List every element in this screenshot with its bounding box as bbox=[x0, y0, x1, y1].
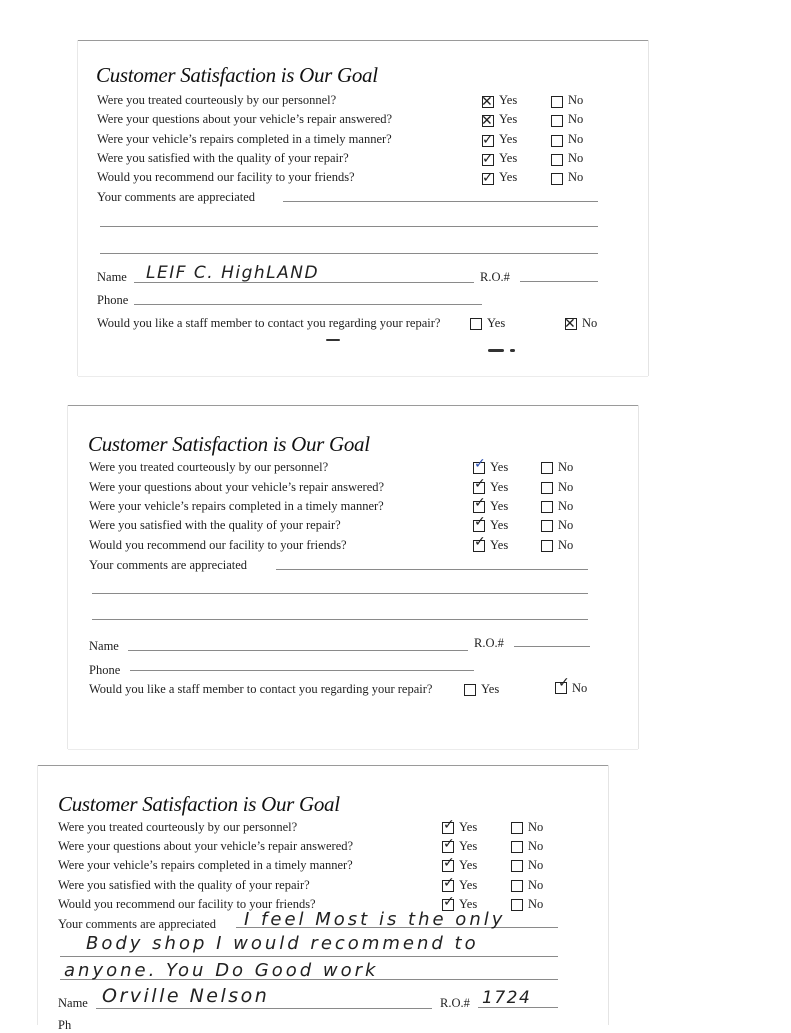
comments-line[interactable] bbox=[283, 201, 598, 202]
check-mark-icon: ✓ bbox=[482, 151, 494, 167]
no-label: No bbox=[528, 858, 544, 872]
yes-checkbox[interactable] bbox=[473, 501, 485, 513]
phone-label: Ph bbox=[58, 1018, 72, 1032]
x-mark-icon: ✕ bbox=[564, 316, 576, 332]
no-checkbox[interactable] bbox=[511, 860, 523, 872]
scan-speck bbox=[488, 349, 504, 352]
no-checkbox[interactable] bbox=[511, 899, 523, 911]
contact-question: Would you like a staff member to contact you regarding your repair? bbox=[89, 682, 433, 696]
no-label: No bbox=[568, 132, 584, 146]
phone-label: Phone bbox=[89, 663, 121, 677]
check-mark-icon: ✓ bbox=[474, 534, 486, 550]
phone-line[interactable] bbox=[134, 304, 482, 305]
yes-label: Yes bbox=[490, 460, 509, 474]
comments-line[interactable] bbox=[100, 226, 598, 227]
yes-checkbox[interactable] bbox=[473, 540, 485, 552]
no-checkbox[interactable] bbox=[541, 520, 553, 532]
ro-line[interactable] bbox=[520, 281, 598, 282]
question-courteous: Were you treated courteously by our personnel? bbox=[89, 460, 329, 474]
no-checkbox[interactable] bbox=[511, 822, 523, 834]
survey-card-3 bbox=[38, 765, 608, 1032]
question-timely: Were your vehicle’s repairs completed in a timely manner? bbox=[89, 499, 384, 513]
no-checkbox[interactable] bbox=[551, 135, 563, 147]
check-mark-icon: ✓ bbox=[482, 170, 494, 186]
check-mark-icon: ✓ bbox=[558, 675, 570, 691]
name-label: Name bbox=[97, 270, 127, 284]
check-mark-icon: ✓ bbox=[443, 875, 455, 891]
question-quality: Were you satisfied with the quality of your repair? bbox=[97, 151, 349, 165]
name-label: Name bbox=[89, 639, 119, 653]
yes-checkbox[interactable] bbox=[482, 115, 494, 127]
no-checkbox[interactable] bbox=[541, 540, 553, 552]
no-label: No bbox=[568, 93, 584, 107]
yes-label: Yes bbox=[459, 878, 478, 892]
question-quality: Were you satisfied with the quality of your repair? bbox=[58, 878, 310, 892]
scan-speck bbox=[510, 349, 515, 352]
no-checkbox[interactable] bbox=[541, 501, 553, 513]
handwritten-comment-line-1: I feel Most is the only bbox=[244, 909, 506, 930]
yes-checkbox[interactable] bbox=[442, 822, 454, 834]
yes-checkbox[interactable] bbox=[442, 841, 454, 853]
no-label: No bbox=[558, 538, 574, 552]
scan-speck bbox=[326, 339, 340, 341]
no-checkbox[interactable] bbox=[541, 462, 553, 474]
no-checkbox[interactable] bbox=[551, 96, 563, 108]
yes-label: Yes bbox=[459, 820, 478, 834]
no-label: No bbox=[558, 460, 574, 474]
yes-label: Yes bbox=[499, 170, 518, 184]
contact-yes-checkbox[interactable] bbox=[464, 684, 476, 696]
yes-label: Yes bbox=[459, 858, 478, 872]
yes-label: Yes bbox=[490, 499, 509, 513]
survey-card-1 bbox=[78, 40, 648, 376]
name-label: Name bbox=[58, 996, 88, 1010]
no-checkbox[interactable] bbox=[551, 154, 563, 166]
handwritten-name: Orville Nelson bbox=[102, 985, 270, 1007]
ro-label: R.O.# bbox=[474, 636, 504, 650]
card-title: Customer Satisfaction is Our Goal bbox=[96, 63, 378, 87]
no-label: No bbox=[572, 681, 588, 695]
question-recommend: Would you recommend our facility to your friends? bbox=[97, 170, 355, 184]
phone-line[interactable] bbox=[130, 670, 474, 671]
question-courteous: Were you treated courteously by our personnel? bbox=[58, 820, 298, 834]
yes-label: Yes bbox=[499, 151, 518, 165]
no-checkbox[interactable] bbox=[541, 482, 553, 494]
yes-label: Yes bbox=[481, 682, 500, 696]
comments-line[interactable] bbox=[92, 619, 588, 620]
yes-checkbox[interactable] bbox=[442, 860, 454, 872]
no-label: No bbox=[568, 112, 584, 126]
check-mark-icon: ✓ bbox=[443, 894, 455, 910]
yes-checkbox[interactable] bbox=[473, 520, 485, 532]
check-mark-icon: ✓ bbox=[474, 456, 486, 472]
question-quality: Were you satisfied with the quality of your repair? bbox=[89, 518, 341, 532]
question-timely: Were your vehicle’s repairs completed in a timely manner? bbox=[97, 132, 392, 146]
survey-card-2 bbox=[68, 405, 638, 749]
no-label: No bbox=[528, 878, 544, 892]
check-mark-icon: ✓ bbox=[474, 514, 486, 530]
no-label: No bbox=[528, 839, 544, 853]
check-mark-icon: ✓ bbox=[474, 495, 486, 511]
no-label: No bbox=[558, 518, 574, 532]
no-label: No bbox=[528, 897, 544, 911]
ro-label: R.O.# bbox=[440, 996, 470, 1010]
contact-no-checkbox[interactable] bbox=[555, 682, 567, 694]
card-title: Customer Satisfaction is Our Goal bbox=[58, 792, 340, 816]
yes-checkbox[interactable] bbox=[442, 880, 454, 892]
phone-label: Phone bbox=[97, 293, 129, 307]
handwritten-name: LEIF C. HighLAND bbox=[146, 263, 320, 283]
comments-label: Your comments are appreciated bbox=[58, 917, 217, 931]
no-label: No bbox=[568, 170, 584, 184]
question-courteous: Were you treated courteously by our personnel? bbox=[97, 93, 337, 107]
yes-label: Yes bbox=[490, 518, 509, 532]
contact-question: Would you like a staff member to contact you regarding your repair? bbox=[97, 316, 441, 330]
yes-checkbox[interactable] bbox=[482, 132, 494, 148]
question-answered: Were your questions about your vehicle’s repair answered? bbox=[97, 112, 393, 126]
yes-label: Yes bbox=[490, 480, 509, 494]
yes-label: Yes bbox=[499, 132, 518, 146]
name-line[interactable] bbox=[96, 1008, 432, 1009]
card-title: Customer Satisfaction is Our Goal bbox=[88, 432, 370, 456]
question-recommend: Would you recommend our facility to your friends? bbox=[58, 897, 316, 911]
yes-label: Yes bbox=[499, 112, 518, 126]
yes-checkbox[interactable] bbox=[482, 151, 494, 167]
no-label: No bbox=[558, 480, 574, 494]
no-label: No bbox=[558, 499, 574, 513]
question-answered: Were your questions about your vehicle’s repair answered? bbox=[58, 839, 354, 853]
question-answered: Were your questions about your vehicle’s repair answered? bbox=[89, 480, 385, 494]
question-timely: Were your vehicle’s repairs completed in a timely manner? bbox=[58, 858, 353, 872]
contact-yes-checkbox[interactable] bbox=[470, 318, 482, 330]
no-checkbox[interactable] bbox=[511, 880, 523, 892]
no-checkbox[interactable] bbox=[551, 115, 563, 127]
handwritten-ro-number: 1724 bbox=[482, 988, 532, 1008]
check-mark-icon: ✓ bbox=[474, 476, 486, 492]
question-recommend: Would you recommend our facility to your friends? bbox=[89, 538, 347, 552]
ro-label: R.O.# bbox=[480, 270, 510, 284]
check-mark-icon: ✓ bbox=[482, 132, 494, 148]
comments-line[interactable] bbox=[276, 569, 588, 570]
comments-label: Your comments are appreciated bbox=[97, 190, 256, 204]
yes-checkbox[interactable] bbox=[482, 96, 494, 108]
check-mark-icon: ✓ bbox=[443, 817, 455, 833]
yes-label: Yes bbox=[487, 316, 506, 330]
comments-line[interactable] bbox=[60, 956, 558, 957]
ro-line[interactable] bbox=[514, 646, 590, 647]
yes-checkbox[interactable] bbox=[473, 482, 485, 494]
comments-line[interactable] bbox=[92, 593, 588, 594]
name-line[interactable] bbox=[128, 650, 468, 651]
no-label: No bbox=[582, 316, 598, 330]
comments-line[interactable] bbox=[100, 253, 598, 254]
no-checkbox[interactable] bbox=[511, 841, 523, 853]
check-mark-icon: ✓ bbox=[443, 836, 455, 852]
yes-label: Yes bbox=[459, 897, 478, 911]
yes-checkbox[interactable] bbox=[482, 170, 494, 186]
no-checkbox[interactable] bbox=[551, 173, 563, 185]
yes-checkbox[interactable] bbox=[473, 462, 485, 474]
contact-no-checkbox[interactable] bbox=[565, 318, 577, 330]
comments-label: Your comments are appreciated bbox=[89, 558, 248, 572]
x-mark-icon: ✕ bbox=[481, 94, 493, 110]
no-label: No bbox=[528, 820, 544, 834]
no-label: No bbox=[568, 151, 584, 165]
handwritten-comment-line-2: Body shop I would recommend to bbox=[86, 933, 479, 954]
yes-label: Yes bbox=[490, 538, 509, 552]
yes-label: Yes bbox=[459, 839, 478, 853]
x-mark-icon: ✕ bbox=[481, 113, 493, 129]
handwritten-comment-line-3: anyone. You Do Good work bbox=[64, 960, 379, 981]
check-mark-icon: ✓ bbox=[443, 855, 455, 871]
yes-label: Yes bbox=[499, 93, 518, 107]
